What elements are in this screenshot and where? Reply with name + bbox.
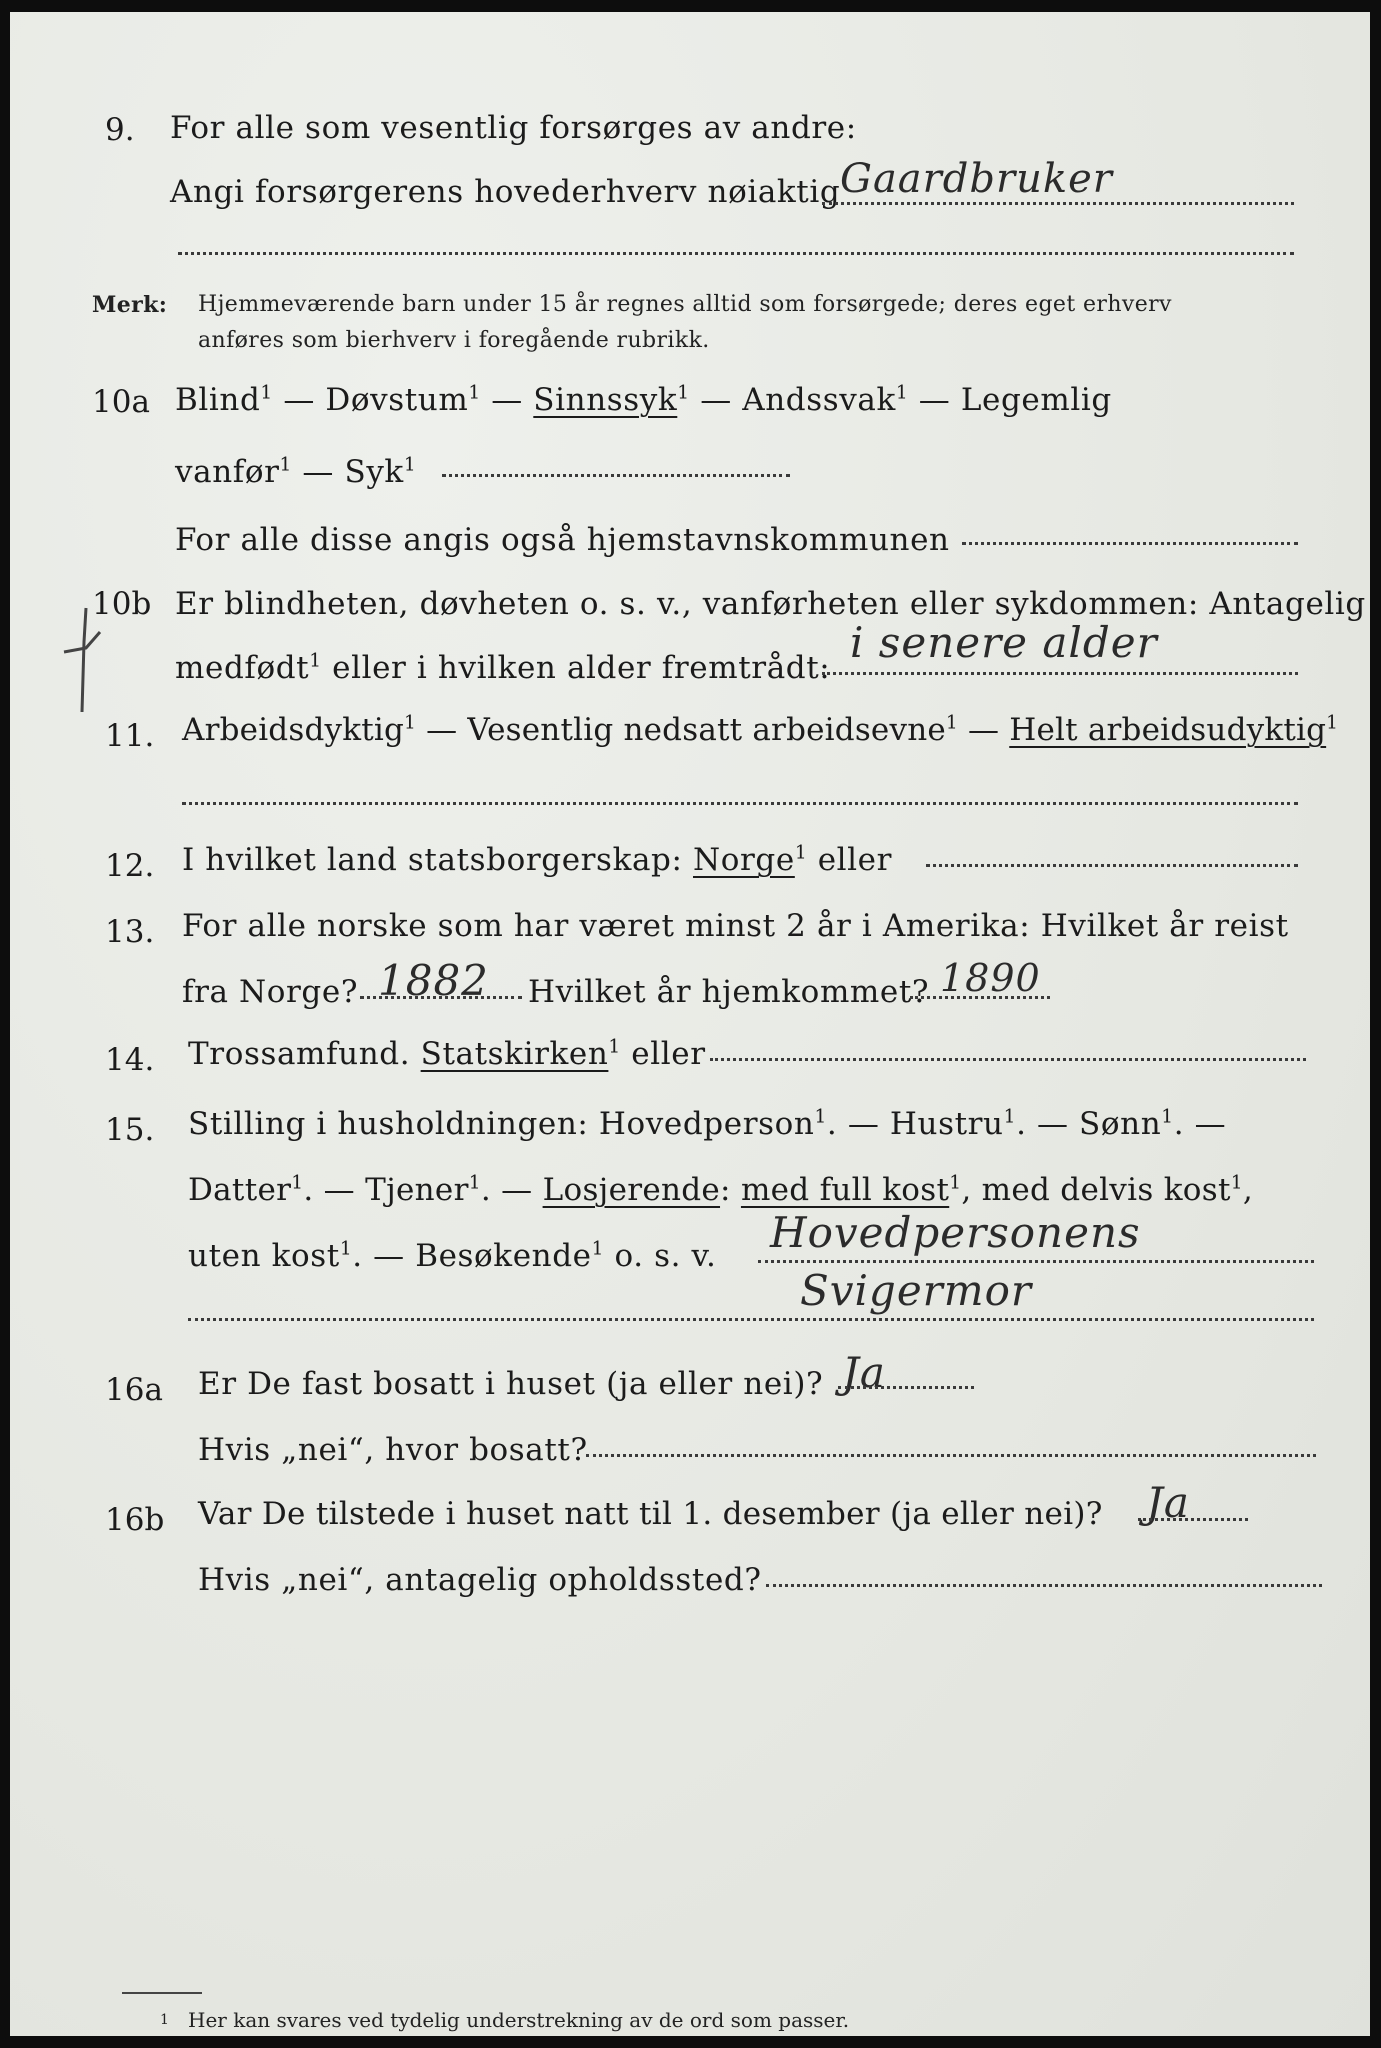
q10b-line1: Er blindheten, døvheten o. s. v., vanførheten eller sykdommen: Antagelig (175, 586, 1366, 622)
q16a-answer-rule (838, 1386, 974, 1389)
q11-line: Arbeidsdyktig$^1$ — Vesentlig nedsatt arbeidsevne$^1$ — Helt arbeidsudyktig$^1$ (182, 712, 1339, 748)
q13-answer-year-return[interactable]: 1890 (940, 956, 1041, 1000)
option-blind[interactable]: Blind (175, 382, 261, 418)
q13-answer-year-left[interactable]: 1882 (378, 956, 489, 1005)
option-medfodt[interactable]: medfødt (175, 650, 310, 686)
q16b-line2: Hvis „nei“, antagelig opholdssted? (198, 1562, 762, 1598)
q9-extra-line (178, 252, 1294, 255)
option-syk[interactable]: — Syk (291, 454, 404, 490)
q9-line2: Angi forsørgerens hovederhverv nøiaktig (170, 174, 841, 210)
q10a-line1: Blind$^1$ — Døvstum$^1$ — Sinnssyk$^1$ — Andssvak$^1$ — Legemlig (175, 382, 1112, 418)
q16b-number: 16b (105, 1502, 165, 1538)
option-vanfor[interactable]: vanfør (175, 454, 280, 490)
option-sinnssyk[interactable]: Sinnssyk (533, 382, 678, 418)
q13-year-left-line (360, 996, 522, 999)
q10a-syk-line (442, 474, 790, 477)
q13-line2b: Hvilket år hjemkommet? (528, 974, 930, 1010)
q10b-answer[interactable]: i senere alder (850, 618, 1158, 667)
q10b-answer-line (822, 672, 1298, 675)
option-arbeidsdyktig[interactable]: Arbeidsdyktig (182, 712, 405, 748)
q13-number: 13. (105, 914, 155, 950)
q14-line: Trossamfund. Statskirken$^1$ eller (188, 1036, 706, 1072)
merk-label: Merk: (92, 292, 168, 318)
option-statskirken[interactable]: Statskirken (420, 1036, 609, 1072)
q10a-line2: vanfør$^1$ — Syk$^1$ (175, 454, 417, 490)
q9-answer-line (822, 202, 1294, 205)
census-form-page (10, 12, 1370, 2036)
q16b-answer-rule (1138, 1518, 1248, 1521)
q15-answer-line2-rule (188, 1318, 1314, 1321)
q16b-answer[interactable]: Ja (1146, 1478, 1190, 1527)
q11-extra-line (182, 802, 1298, 805)
option-losjerende[interactable]: Losjerende (542, 1172, 721, 1208)
q12-answer-line (926, 864, 1298, 867)
q15-answer-line2[interactable]: Svigermor (800, 1266, 1032, 1315)
q9-line1: For alle som vesentlig forsørges av andre: (170, 110, 857, 146)
q13-year-return-line (910, 996, 1050, 999)
q15-answer-line1-rule (758, 1260, 1314, 1263)
q15-number: 15. (105, 1112, 155, 1148)
q16a-line1: Er De fast bosatt i huset (ja eller nei)? (198, 1366, 824, 1402)
footnote-rule (122, 1992, 202, 1994)
q14-number: 14. (105, 1042, 155, 1078)
q12-number: 12. (105, 848, 155, 884)
q16b-opholdssted-rule (766, 1584, 1322, 1587)
q15-line3: uten kost$^1$. — Besøkende$^1$ o. s. v. (188, 1238, 717, 1274)
option-legemlig[interactable]: Legemlig (960, 382, 1112, 418)
q14-answer-line (710, 1058, 1306, 1061)
option-andssvak[interactable]: Andssvak (742, 382, 896, 418)
q15-line2: Datter$^1$. — Tjener$^1$. — Losjerende: med full kost$^1$, med delvis kost$^1$, (188, 1172, 1254, 1208)
q15-answer-line1[interactable]: Hovedpersonens (770, 1208, 1141, 1257)
option-helt-udyktig[interactable]: Helt arbeidsudyktig (1009, 712, 1327, 748)
option-med-full-kost[interactable]: med full kost (740, 1172, 950, 1208)
q15-line1: Stilling i husholdningen: Hovedperson$^1$. — Hustru$^1$. — Sønn$^1$. — (188, 1106, 1227, 1142)
q12-line: I hvilket land statsborgerskap: Norge$^1$ eller (182, 842, 893, 878)
q16a-answer[interactable]: Ja (842, 1348, 886, 1397)
footnote-text: Her kan svares ved tydelig understrekning av de ord som passer. (188, 2008, 850, 2032)
option-dovstum[interactable]: Døvstum (325, 382, 469, 418)
q13-line2a: fra Norge? (182, 974, 359, 1010)
q10a-line3: For alle disse angis også hjemstavnskommunen (175, 522, 950, 558)
option-nedsatt[interactable]: — Vesentlig nedsatt arbeidsevne (416, 712, 946, 748)
q16b-line1: Var De tilstede i huset natt til 1. desember (ja eller nei)? (198, 1496, 1103, 1532)
merk-line2: anføres som bierhverv i foregående rubrikk. (198, 328, 710, 353)
q16a-number: 16a (105, 1372, 163, 1408)
option-norge[interactable]: Norge (693, 842, 795, 878)
q10b-line2: medfødt$^1$ eller i hvilken alder fremtrådt: (175, 650, 831, 686)
q9-number: 9. (105, 112, 135, 148)
q10b-number: 10b (92, 586, 152, 622)
q10a-kommune-line (962, 542, 1298, 545)
footnote-mark: 1 (160, 2012, 169, 2028)
q10a-number: 10a (92, 384, 150, 420)
q16a-bosatt-rule (586, 1454, 1316, 1457)
merk-line1: Hjemmeværende barn under 15 år regnes alltid som forsørgede; deres eget erhverv (198, 292, 1172, 317)
q16a-line2: Hvis „nei“, hvor bosatt? (198, 1432, 588, 1468)
q9-answer[interactable]: Gaardbruker (840, 156, 1113, 202)
q13-line1: For alle norske som har været minst 2 år i Amerika: Hvilket år reist (182, 908, 1289, 944)
q11-number: 11. (105, 718, 155, 754)
